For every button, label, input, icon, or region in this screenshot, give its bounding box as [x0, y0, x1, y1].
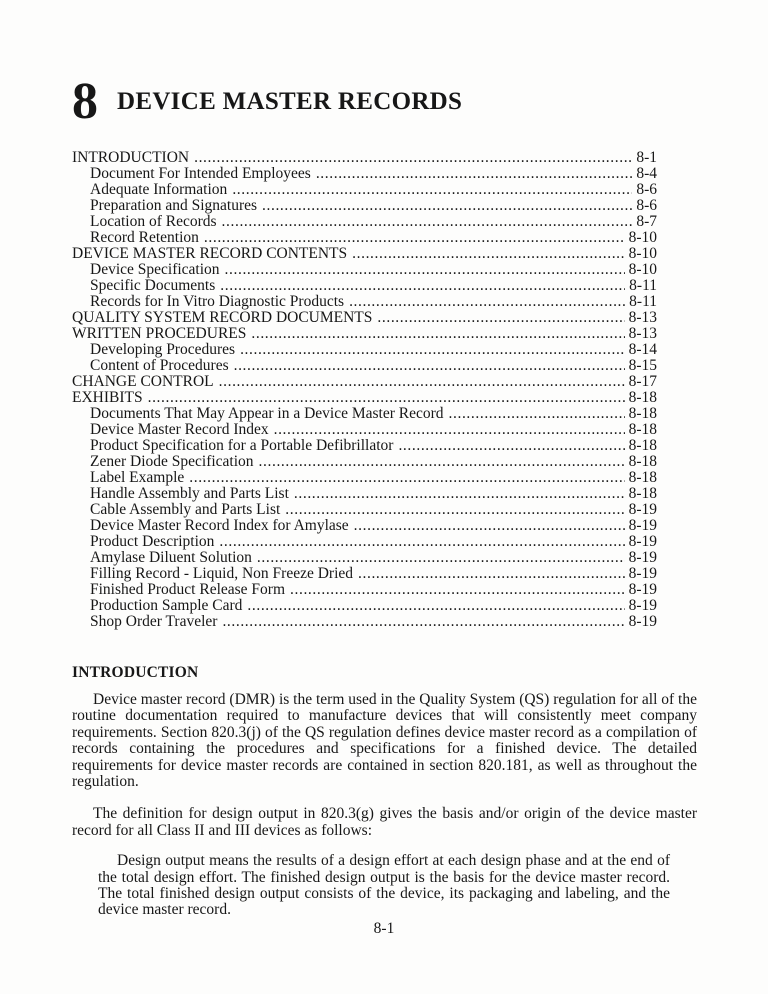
toc-entry-label: Developing Procedures — [90, 341, 236, 358]
toc-dot-leader — [219, 534, 624, 550]
toc-entry-label: Zener Diode Specification — [90, 453, 254, 470]
toc-entry-label: Documents That May Appear in a Device Master Record — [90, 405, 444, 422]
toc-entry-page-number: 8-11 — [629, 293, 657, 310]
toc-entry-page-number: 8-18 — [628, 421, 657, 438]
toc-entry — [72, 614, 657, 630]
toc-entry — [72, 166, 657, 182]
toc-entry-label: Amylase Diluent Solution — [90, 549, 252, 566]
toc-entry-page-number: 8-10 — [628, 229, 657, 246]
toc-dot-leader — [222, 614, 624, 630]
footer-page-number: 8-1 — [373, 920, 395, 937]
toc-entry-page-number: 8-19 — [628, 501, 657, 518]
toc-entry-label: QUALITY SYSTEM RECORD DOCUMENTS — [72, 309, 373, 326]
toc-entry — [72, 454, 657, 470]
toc-entry-label: Handle Assembly and Parts List — [90, 485, 289, 502]
toc-dot-leader — [222, 214, 633, 230]
toc-dot-leader — [358, 566, 625, 582]
toc-entry-label: Location of Records — [90, 213, 217, 230]
toc-entry — [72, 358, 657, 374]
toc-entry — [72, 486, 657, 502]
toc-dot-leader — [274, 422, 625, 438]
toc-entry — [72, 278, 657, 294]
toc-entry-label: Records for In Vitro Diagnostic Products — [90, 293, 345, 310]
design-output-quote: Design output means the results of a design effort at each design phase and at the end of the total design effort. The finished design output is the basis for the device master record. The total finished design output consists of the device, its packaging and labeling, and the device master record. — [98, 852, 670, 919]
toc-entry — [72, 406, 657, 422]
toc-dot-leader — [232, 182, 632, 198]
toc-entry-page-number: 8-6 — [636, 181, 657, 198]
toc-entry — [72, 518, 657, 534]
toc-entry — [72, 246, 657, 262]
toc-dot-leader — [234, 358, 625, 374]
chapter-number: 8 — [72, 73, 98, 130]
toc-entry-label: WRITTEN PROCEDURES — [72, 325, 247, 342]
toc-entry-label: Record Retention — [90, 229, 199, 246]
toc-dot-leader — [251, 326, 624, 342]
toc-entry-label: CHANGE CONTROL — [72, 373, 214, 390]
toc-dot-leader — [262, 198, 632, 214]
toc-entry-label: Shop Order Traveler — [90, 613, 218, 630]
toc-entry-page-number: 8-19 — [628, 549, 657, 566]
toc-entry-label: Device Master Record Index for Amylase — [90, 517, 349, 534]
toc-entry — [72, 150, 657, 166]
introduction-paragraph-2: The definition for design output in 820.3(g) gives the basis and/or origin of the device master record for all Class II and III devices as follows: — [72, 805, 697, 839]
toc-entry — [72, 390, 657, 406]
toc-entry — [72, 342, 657, 358]
toc-dot-leader — [240, 342, 625, 358]
toc-entry — [72, 262, 657, 278]
toc-dot-leader — [285, 502, 624, 518]
toc-entry-page-number: 8-19 — [628, 517, 657, 534]
toc-entry-label: Preparation and Signatures — [90, 197, 258, 214]
toc-entry-label: INTRODUCTION — [72, 149, 190, 166]
toc-entry — [72, 182, 657, 198]
toc-entry-page-number: 8-18 — [628, 469, 657, 486]
toc-entry — [72, 326, 657, 342]
toc-entry-page-number: 8-13 — [628, 309, 657, 326]
table-of-contents — [72, 150, 697, 630]
toc-entry-label: Finished Product Release Form — [90, 581, 286, 598]
toc-entry — [72, 566, 657, 582]
chapter-header — [72, 73, 697, 130]
toc-entry-page-number: 8-18 — [628, 485, 657, 502]
toc-entry — [72, 294, 657, 310]
toc-entry-page-number: 8-13 — [628, 325, 657, 342]
toc-dot-leader — [259, 454, 625, 470]
toc-entry — [72, 582, 657, 598]
toc-entry-label: Product Description — [90, 533, 215, 550]
toc-entry-page-number: 8-19 — [628, 613, 657, 630]
toc-entry-label: Document For Intended Employees — [90, 165, 311, 182]
toc-entry-label: Content of Procedures — [90, 357, 229, 374]
toc-entry-page-number: 8-10 — [628, 261, 657, 278]
toc-dot-leader — [148, 390, 625, 406]
chapter-title: DEVICE MASTER RECORDS — [117, 88, 463, 115]
toc-entry — [72, 310, 657, 326]
toc-entry-page-number: 8-18 — [628, 453, 657, 470]
toc-entry — [72, 214, 657, 230]
toc-entry-label: Filling Record - Liquid, Non Freeze Dried — [90, 565, 354, 582]
toc-entry — [72, 422, 657, 438]
toc-dot-leader — [377, 310, 624, 326]
toc-dot-leader — [316, 166, 633, 182]
toc-dot-leader — [257, 550, 625, 566]
toc-entry — [72, 502, 657, 518]
toc-dot-leader — [349, 294, 625, 310]
toc-dot-leader — [194, 150, 632, 166]
toc-entry-label: Cable Assembly and Parts List — [90, 501, 281, 518]
toc-entry-page-number: 8-10 — [628, 245, 657, 262]
toc-entry — [72, 534, 657, 550]
toc-entry — [72, 374, 657, 390]
introduction-section — [72, 664, 697, 919]
introduction-heading: INTRODUCTION — [72, 664, 199, 681]
toc-dot-leader — [398, 438, 624, 454]
toc-dot-leader — [220, 278, 625, 294]
toc-dot-leader — [449, 406, 625, 422]
toc-dot-leader — [294, 486, 625, 502]
introduction-paragraph-1: Device master record (DMR) is the term used in the Quality System (QS) regulation for all of the routine documentation required to manufacture devices that will consistently meet company requirements. Section 820.3(j) of the QS regulation defines device master record as a compilation of records containing the procedures and specifications for a finished device. The detailed requirements for device master records are contained in section 820.181, as well as throughout the regulation. — [72, 691, 697, 791]
toc-entry-page-number: 8-11 — [629, 277, 657, 294]
toc-entry-page-number: 8-4 — [636, 165, 657, 182]
toc-entry — [72, 230, 657, 246]
toc-entry-page-number: 8-19 — [628, 533, 657, 550]
toc-entry — [72, 598, 657, 614]
toc-entry-page-number: 8-18 — [628, 389, 657, 406]
toc-entry-page-number: 8-19 — [628, 597, 657, 614]
toc-dot-leader — [189, 470, 624, 486]
toc-entry-page-number: 8-17 — [628, 373, 657, 390]
toc-entry-page-number: 8-18 — [628, 437, 657, 454]
toc-entry-page-number: 8-14 — [628, 341, 657, 358]
toc-entry — [72, 438, 657, 454]
toc-dot-leader — [290, 582, 625, 598]
toc-entry-page-number: 8-15 — [628, 357, 657, 374]
toc-entry-label: EXHIBITS — [72, 389, 143, 406]
toc-entry — [72, 550, 657, 566]
toc-entry-page-number: 8-19 — [628, 565, 657, 582]
toc-entry-page-number: 8-7 — [636, 213, 657, 230]
toc-entry-label: Device Specification — [90, 261, 220, 278]
toc-dot-leader — [352, 246, 624, 262]
toc-entry-label: Label Example — [90, 469, 185, 486]
toc-entry-page-number: 8-19 — [628, 581, 657, 598]
toc-entry-label: Specific Documents — [90, 277, 216, 294]
toc-entry-page-number: 8-6 — [636, 197, 657, 214]
page-footer — [0, 920, 768, 938]
toc-dot-leader — [219, 374, 625, 390]
toc-entry — [72, 198, 657, 214]
toc-entry-label: Device Master Record Index — [90, 421, 269, 438]
toc-dot-leader — [247, 598, 624, 614]
toc-dot-leader — [225, 262, 625, 278]
toc-entry-label: Product Specification for a Portable Defibrillator — [90, 437, 394, 454]
toc-dot-leader — [354, 518, 625, 534]
toc-entry — [72, 470, 657, 486]
toc-dot-leader — [204, 230, 625, 246]
toc-entry-page-number: 8-1 — [636, 149, 657, 166]
toc-entry-label: Production Sample Card — [90, 597, 243, 614]
toc-entry-label: DEVICE MASTER RECORD CONTENTS — [72, 245, 348, 262]
toc-entry-page-number: 8-18 — [628, 405, 657, 422]
toc-entry-label: Adequate Information — [90, 181, 228, 198]
